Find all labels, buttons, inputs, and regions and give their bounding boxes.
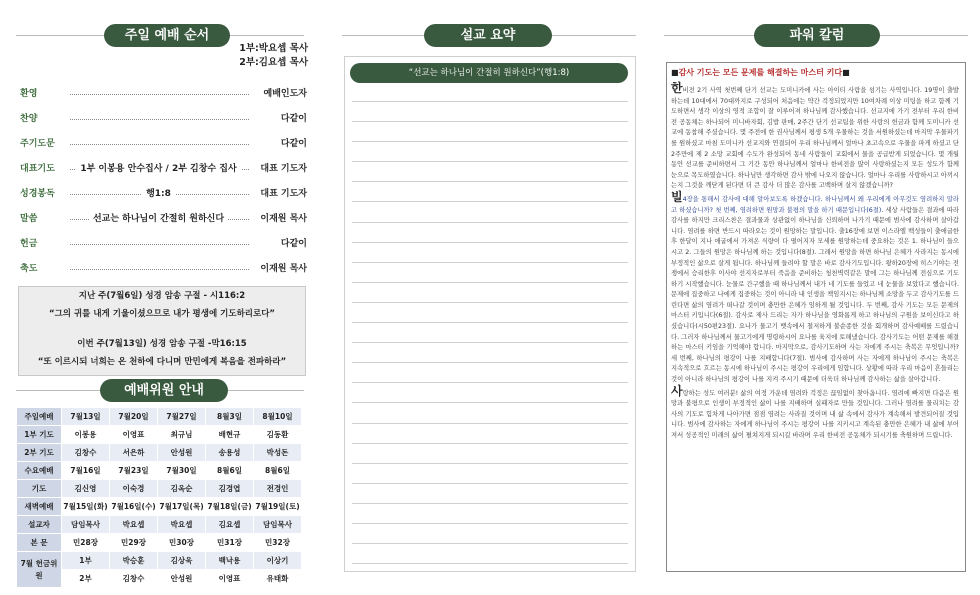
table-cell: 이영표 (206, 570, 254, 588)
table-cell: 김창수 (62, 444, 110, 462)
table-cell: 7월27일 (158, 408, 206, 426)
row-header: 설교자 (17, 516, 62, 534)
dotted-leader (70, 94, 249, 95)
order-detail: 선교는 하나님이 간절히 원하신다 (70, 212, 247, 226)
note-line[interactable] (352, 242, 628, 262)
note-line[interactable] (352, 201, 628, 221)
order-label: 축도 (20, 264, 38, 274)
order-person: 이재원 목사 (257, 262, 307, 276)
table-cell: 송용성 (206, 444, 254, 462)
table-cell: 민32장 (254, 534, 302, 552)
row-header: 7월 헌금위원 (17, 552, 62, 588)
table-cell: 김옥순 (158, 480, 206, 498)
note-line[interactable] (352, 262, 628, 282)
order-person: 다같이 (278, 237, 307, 251)
dotted-leader (70, 119, 249, 120)
order-detail: 행1:8 (70, 187, 247, 201)
order-item (20, 162, 307, 176)
pastor-first-service: 1부:박요셉 목사 (239, 43, 308, 54)
order-label: 대표기도 (20, 164, 55, 174)
table-cell: 김요셉 (206, 516, 254, 534)
order-item (20, 237, 307, 251)
order-item (20, 137, 307, 151)
note-line[interactable] (352, 282, 628, 302)
drop-cap: 사 (671, 383, 683, 398)
row-header: 수요예배 (17, 462, 62, 480)
memory-verse-box (18, 286, 306, 376)
sermon-summary-title: 설교 요약 (424, 24, 552, 47)
table-cell: 박성돈 (254, 444, 302, 462)
table-cell: 최규님 (158, 426, 206, 444)
order-item (20, 187, 307, 201)
table-cell: 이영표 (110, 426, 158, 444)
table-cell: 민30장 (158, 534, 206, 552)
table-cell: 김창수 (110, 570, 158, 588)
order-person: 다같이 (278, 137, 307, 151)
table-cell: 7월23일 (110, 462, 158, 480)
table-cell: 7월15일(화) (62, 498, 110, 516)
row-header: 본 문 (17, 534, 62, 552)
table-cell: 민31장 (206, 534, 254, 552)
power-column-panel (654, 0, 980, 595)
table-cell: 7월17일(목) (158, 498, 206, 516)
table-cell: 이상기 (254, 552, 302, 570)
order-label: 주기도문 (20, 139, 55, 149)
table-cell: 전경인 (254, 480, 302, 498)
table-cell: 민28장 (62, 534, 110, 552)
column-paragraph: 빌4장을 통해서 감사에 대해 알아보도록 하겠습니다. 하나님께서 왜 우리에게 아무것도 염려하지 말라고 하셨습니까? 첫 번째, 염려하면 원망과 불평의 말을 하기 때문입니다(6절). 세상 사람들은 결과에 따라 감사를 하지만 크리스찬은 결과물과 상관없이 하나님을 신뢰하며 나가기 때문에 범사에 감사하며 살아갑니다. 염려를 하면 반드시 따라오는 것이 원망하는 말입니다. 출16장에 보면 이스라엘 백성들이 출애굽한 후 한달이 지나 애굽에서 가져온 식량이 다 떨어지자 모세를 원망하는데 중요하는 것은 1. 하나님이 들으시고 2. 그들의 원망은 하나님께 하는 것입니다(8절). 그래서 원망을 하면 하나님 은혜가 사라지는 동시에 부정적인 삶으로 살게 됩니다. 하나님께 들려야 할 말은 바로 감사기도입니다. 왕하20장에 히스기야는 전쟁에서 승리한후 이사야 선지자로부터 죽음을 준비하는 청천벽력같은 말에 그는 하나님께 전심으로 기도하기 시작했습니다. 눈물로 간구했을 때 하나님께서 내가 네 기도를 들었고 네 눈물을 보았다고 했습니다. 문제에 집중하고 나에게 집중하는 것이 아니라 내 인생을 책임지시는 하나님께 소망을 두고 감사기도를 드린다면 삶의 염려가 떠나갈 것이며 충만한 은혜가 임하게 될 것입니다. 두 번째, 감사 기도는 모든 문제의 마스터 키입니다(6절). 감사로 제사 드리는 자가 하나님을 영화롭게 하고 하나님의 구원을 보이신다고 하셨습니다(시50편23절). 요나가 물고기 뱃속에서 철저하게 불순종한 것을 회개하며 감사예배를 드렸습니다. 그러자 하나님께서 물고기에게 명령하시어 요나를 육지에 토해냈습니다. 감사기도는 어떤 문제를 해결하는 마스터 키임을 기억해야 합니다. 마지막으로, 감사기도하며 사는 자에게 주시는 축복은 무엇입니까? 세 번째, 하나님의 평강이 나를 지배합니다(7절). 범사에 감사하며 사는 자에게 하나님이 주시는 축복은 지속적으로 흐르는 동시에 하나님이 주시는 평강이 우리에게 임합니다. 상황에 따라 우리 마음이 흔들리는 것이 아니라 하나님의 평강이 나를 지켜 주시기 때문에 더욱더 하나님께 감사하는 삶을 살아갑니다. (671, 189, 959, 384)
order-label: 찬양 (20, 114, 38, 124)
table-row (17, 552, 302, 570)
table-cell: 7월13일 (62, 408, 110, 426)
table-cell: 유태화 (254, 570, 302, 588)
column-paragraph: 한비전 2기 사역 첫번째 단기 선교는 도미니카에 사는 아이티 사람을 섬기는 사역입니다. 19명이 출발하는데 10대에서 70대까지로 구성되어 처음에는 약간 걱정되었지만 10여차례 이상 미팅을 하고 함께 기도하면서 생각 이상의 영적 조합이 잘 이루어져 하나님께 감사했습니다. 선교지에 가기 전부터 우리 한비전 공동체는 하나되어 미니바자회, 김밥 판매, 2주간 단기 선교팀을 위한 사랑의 헌금과 함께 도미니카 선교에 동참해 주셨습니다. 몇 주전에 한 권사님께서 평생 5개 우물하는 것을 서원하셨는데 마지막 우물파기를 원하셨고 마침 도미니카 선교지와 연결되어 우리 하나님께서 얼마나 초고속으로 우물을 파게 하셨고 단 2주만에 제 2 소망 교회에 수도가 완성되어 동네 사람들이 교회에서 물을 공급받게 되었습니다. 몇 개월 동안 선교를 준비하면서 그 기간 동안 하나님께서 얼마나 한비전을 많이 사랑하셨는지 모든 성도가 함께 눈으로 목도하였습니다. 하나님만 생각하면 감사 밖에 나오지 않습니다. 얼마나 우리를 사랑하시고 아끼시는지 그것을 깨닫게 된다면 더 큰 감사 더 많은 감사를 고백하며 살지 않겠습니까? (671, 81, 959, 190)
table-cell: 이봉용 (62, 426, 110, 444)
table-cell: 김신영 (62, 480, 110, 498)
table-cell: 7월16일(수) (110, 498, 158, 516)
note-line[interactable] (352, 443, 628, 463)
note-line[interactable] (352, 161, 628, 181)
table-cell: 8월3일 (206, 408, 254, 426)
table-row (17, 534, 302, 552)
order-person: 다같이 (278, 112, 307, 126)
order-label: 성경봉독 (20, 189, 55, 199)
duty-title: 예배위원 안내 (100, 379, 228, 402)
order-item (20, 87, 307, 101)
drop-cap: 빌 (671, 189, 683, 204)
table-cell: 배현규 (206, 426, 254, 444)
table-cell: 8월10일 (254, 408, 302, 426)
table-cell: 김경엽 (206, 480, 254, 498)
table-cell: 김동환 (254, 426, 302, 444)
table-cell: 담임목사 (62, 516, 110, 534)
memory-this-week-verse: “또 이르시되 너희는 온 천하에 다니며 만민에게 복음을 전파하라” (37, 357, 287, 367)
note-line[interactable] (352, 523, 628, 543)
note-line[interactable] (352, 181, 628, 201)
note-line[interactable] (352, 543, 628, 563)
column-heading-text: 감사 기도는 모든 문제를 해결하는 마스터 키다 (678, 68, 843, 77)
order-item (20, 212, 307, 226)
note-line[interactable] (352, 483, 628, 503)
order-label: 환영 (20, 89, 38, 99)
memory-last-week-ref: 지난 주(7월6일) 성경 암송 구절 - 시116:2 (78, 291, 246, 301)
table-cell: 백낙용 (206, 552, 254, 570)
note-line[interactable] (352, 322, 628, 342)
square-icon: ■ (671, 68, 679, 77)
table-cell: 1부 (62, 552, 110, 570)
row-header: 2부 기도 (17, 444, 62, 462)
column-heading (671, 67, 850, 78)
table-row (17, 462, 302, 480)
table-row (17, 516, 302, 534)
table-cell: 7월16일 (62, 462, 110, 480)
table-row (17, 408, 302, 426)
note-lines[interactable] (352, 101, 628, 583)
worship-order-title: 주일 예배 순서 (104, 24, 230, 47)
pastor-second-service: 2부:김요셉 목사 (239, 57, 308, 68)
note-line[interactable] (352, 101, 628, 121)
row-header: 새벽예배 (17, 498, 62, 516)
table-cell: 2부 (62, 570, 110, 588)
column-paragraph: 사랑하는 성도 여러분! 삶의 여정 가운데 염려와 걱정은 끊임없이 찾아옵니다. 염려에 빠지면 다음은 원망과 불평으로 인생이 부정적인 삶이 나를 지배하며 실패자로 만들 것입니다. 그러나 염려를 물리치는 감사의 기도로 힘차게 나아가면 점점 염려는 사라질 것이며 내 삶 속에서 감사가 계속해서 발견되어질 것입니다. 범사에 감사하는 자에게 하나님이 주시는 평강이 나를 지키시고 계속된 충만한 은혜가 내 삶에 부어져서 성공적인 미래의 삶이 펼쳐지게 되시길 바라며 우리 한비전 공동체가 되시기를 축원하며 드립니다. (671, 383, 959, 439)
table-cell: 7월19일(토) (254, 498, 302, 516)
note-line[interactable] (352, 563, 628, 583)
note-line[interactable] (352, 503, 628, 523)
power-column-title: 파워 칼럼 (754, 24, 880, 47)
table-cell: 서은하 (110, 444, 158, 462)
dotted-leader (70, 144, 249, 145)
order-label: 헌금 (20, 239, 38, 249)
note-line[interactable] (352, 302, 628, 322)
row-header: 기도 (17, 480, 62, 498)
row-header: 1부 기도 (17, 426, 62, 444)
order-item (20, 112, 307, 126)
note-line[interactable] (352, 362, 628, 382)
duty-table (16, 407, 302, 588)
table-cell: 안성원 (158, 570, 206, 588)
pastor-list (239, 42, 308, 70)
order-detail: 1부 이봉용 안수집사 / 2부 김창수 집사 (70, 162, 247, 176)
note-line[interactable] (352, 402, 628, 422)
table-row (17, 426, 302, 444)
table-cell: 7월18일(금) (206, 498, 254, 516)
table-cell: 박요셉 (158, 516, 206, 534)
memory-last-week-verse: “그의 귀를 내게 기울이셨으므로 내가 평생에 기도하리로다” (49, 309, 275, 319)
table-row (17, 498, 302, 516)
sermon-verse-banner: “선교는 하나님이 간절히 원하신다”(행1:8) (350, 63, 628, 83)
table-cell: 8월6일 (254, 462, 302, 480)
table-cell: 7월30일 (158, 462, 206, 480)
table-row (17, 480, 302, 498)
note-line[interactable] (352, 423, 628, 443)
note-line[interactable] (352, 141, 628, 161)
order-person: 이재원 목사 (257, 212, 307, 226)
table-cell: 8월6일 (206, 462, 254, 480)
order-person: 대표 기도자 (257, 187, 307, 201)
table-cell: 박승훈 (110, 552, 158, 570)
dotted-leader (70, 269, 249, 270)
table-cell: 이숙경 (110, 480, 158, 498)
order-person: 예배인도자 (261, 87, 307, 101)
dotted-leader (70, 244, 249, 245)
note-line[interactable] (352, 342, 628, 362)
table-row (17, 444, 302, 462)
order-item (20, 262, 307, 276)
table-cell: 7월20일 (110, 408, 158, 426)
row-header: 주일예배 (17, 408, 62, 426)
column-body (671, 83, 959, 442)
table-cell: 민29장 (110, 534, 158, 552)
order-person: 대표 기도자 (257, 162, 307, 176)
note-line[interactable] (352, 463, 628, 483)
table-cell: 담임목사 (254, 516, 302, 534)
drop-cap: 한 (671, 81, 683, 95)
square-icon: ■ (842, 68, 850, 77)
order-label: 말씀 (20, 214, 38, 224)
column-box (666, 62, 966, 572)
note-line[interactable] (352, 222, 628, 242)
note-line[interactable] (352, 121, 628, 141)
note-line[interactable] (352, 382, 628, 402)
table-cell: 박요셉 (110, 516, 158, 534)
sermon-summary-panel (330, 0, 648, 595)
table-cell: 안성원 (158, 444, 206, 462)
table-cell: 김상욱 (158, 552, 206, 570)
memory-this-week-ref: 이번 주(7월13일) 성경 암송 구절 -막16:15 (77, 339, 247, 349)
worship-order-panel (0, 0, 320, 595)
